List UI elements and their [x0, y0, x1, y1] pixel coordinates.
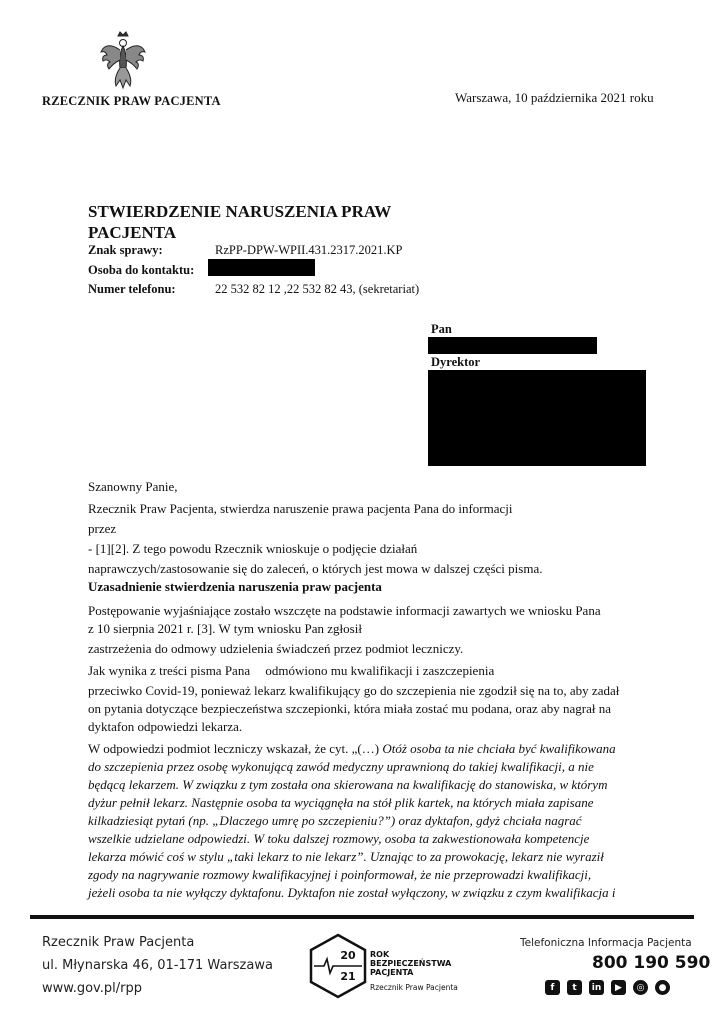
- patient-safety-year-badge-icon: [308, 933, 368, 999]
- p1-line3-text: - [1][2]. Z tego powodu Rzecznik wnioskuje o podjęcie działań: [88, 541, 418, 556]
- social-links: [545, 980, 670, 995]
- p4-line4-text: dyżur pełnił lekarz. Następnie osoba ta wyciągnęła na stół plik kartek, na których miała zapisane: [88, 795, 594, 810]
- eagle-emblem-icon: [98, 30, 148, 90]
- footer-address: ul. Młynarska 46, 01-171 Warszawa: [42, 958, 273, 973]
- addressee-title: Pan: [431, 322, 452, 336]
- p4-line1-text: W odpowiedzi podmiot leczniczy wskazał, że cyt. „(…): [88, 741, 383, 756]
- p3-line4-text: dyktafon odpowiedzi lekarza.: [88, 719, 243, 734]
- contact-person-label: Osoba do kontaktu:: [88, 263, 195, 277]
- p3-line1-end: odmówiono mu kwalifikacji i zaszczepienia: [265, 663, 495, 678]
- footer-divider: [30, 915, 694, 919]
- case-number-value: RzPP-DPW-WPII.431.2317.2021.KP: [215, 243, 403, 257]
- p4-line1-quote: Otóż osoba ta nie chciała być kwalifikowana: [382, 741, 616, 756]
- badge-caption: [370, 950, 451, 977]
- title-line-2: PACJENTA: [88, 223, 177, 242]
- twitter-icon[interactable]: t: [567, 980, 582, 995]
- paragraph-3: [88, 662, 638, 736]
- p4-line9-text: jeżeli osoba ta nie wyłączy dyktafonu. Dyktafon nie został wyłączony, w związku z czym kwalifikacja i: [88, 885, 616, 900]
- p4-line3-text: będącą lekarzem. W związku z tym została ona skierowana na kwalifikację do stanowiska, w którym: [88, 777, 608, 792]
- p4-line7-text: lekarza mówić coś w stylu „taki lekarz to nie lekarz”. Uznając to za prowokację, lekarz nie wyraził: [88, 849, 604, 864]
- p2-line3-text: zastrzeżenia do odmowy udzielenia świadczeń przez podmiot leczniczy.: [88, 641, 464, 656]
- redacted-addressee-address: [428, 370, 646, 466]
- addressee-position: Dyrektor: [431, 355, 481, 369]
- p4-line6-text: wszelkie udzielane odpowiedzi. W toku dalszej rozmowy, osoba ta zakwestionowała kompetencje: [88, 831, 590, 846]
- p3-line3-text: on pytania dotyczące bezpieczeństwa szczepionki, która miała zostać mu podana, oraz aby nagrał na: [88, 701, 612, 716]
- badge-year-top: 20: [340, 949, 356, 962]
- letter-date: Warszawa, 10 października 2021 roku: [455, 90, 654, 105]
- document-title: [88, 201, 428, 243]
- instagram-icon[interactable]: ◎: [633, 980, 648, 995]
- paragraph-4: [88, 740, 638, 902]
- p4-line8-text: zgody na nagrywanie rozmowy kwalifikacyjnej i poinformował, że nie przeprowadzi kwalifikacji,: [88, 867, 592, 882]
- paragraph-1: [88, 500, 638, 578]
- badge-year-bottom: 21: [340, 970, 356, 983]
- redacted-addressee-name: [428, 337, 597, 354]
- section-heading: Uzasadnienie stwierdzenia naruszenia praw pacjenta: [88, 579, 382, 594]
- p2-line2-text: z 10 sierpnia 2021 r. [3]. W tym wniosku Pan: [88, 621, 325, 636]
- p4-line2-text: do szczepienia przez osobę wykonującą zawód medyczny uprawnioną do takiej kwalifikacji, a nie: [88, 759, 594, 774]
- p1-line4-text: naprawczych/zastosowanie się do zaleceń, o których jest mowa w dalszej części pisma.: [88, 561, 543, 576]
- p4-line5-text: kilkadziesiąt pytań (np. „Dlaczego umrę po szczepieniu?”) oraz dyktafon, gdyż chciała nagrać: [88, 813, 582, 828]
- p1-line1-text: Rzecznik Praw Pacjenta, stwierdza naruszenie prawa pacjenta Pana: [88, 501, 439, 516]
- phone-number-label: Numer telefonu:: [88, 282, 176, 296]
- p3-line1-text: Jak wynika z treści pisma Pana: [88, 663, 251, 678]
- p2-line2-end: zgłosił: [327, 621, 362, 636]
- organization-name: RZECZNIK PRAW PACJENTA: [42, 94, 221, 108]
- badge-subcaption: Rzecznik Praw Pacjenta: [370, 983, 458, 992]
- badge-line-2: BEZPIECZEŃSTWA: [370, 959, 452, 968]
- footer-website-link[interactable]: www.gov.pl/rpp: [42, 981, 142, 996]
- p1-line2-text: przez: [88, 521, 117, 536]
- facebook-icon[interactable]: f: [545, 980, 560, 995]
- badge-line-3: PACJENTA: [370, 968, 414, 977]
- p3-line2-text: przeciwko Covid-19, ponieważ lekarz kwalifikujący go do szczepienia nie zgodził się na to, aby zadał: [88, 683, 620, 698]
- hotline-number[interactable]: 800 190 590: [592, 953, 711, 973]
- badge-line-1: ROK: [370, 950, 390, 959]
- phone-number-value: 22 532 82 12 ,22 532 82 43, (sekretariat): [215, 282, 420, 296]
- paragraph-2: [88, 602, 638, 658]
- redacted-contact-person: [208, 259, 315, 276]
- case-number-label: Znak sprawy:: [88, 243, 163, 257]
- p1-line1-end: do informacji: [442, 501, 513, 516]
- title-line-1: STWIERDZENIE NARUSZENIA PRAW: [88, 202, 392, 221]
- p2-line1-text: Postępowanie wyjaśniające zostało wszczęte na podstawie informacji zawartych we wniosku Pana: [88, 603, 601, 618]
- podcast-icon[interactable]: ●: [655, 980, 670, 995]
- hotline-label: Telefoniczna Informacja Pacjenta: [520, 937, 692, 949]
- youtube-icon[interactable]: ▶: [611, 980, 626, 995]
- linkedin-icon[interactable]: in: [589, 980, 604, 995]
- footer-org-name: Rzecznik Praw Pacjenta: [42, 935, 195, 950]
- salutation: Szanowny Panie,: [88, 479, 178, 494]
